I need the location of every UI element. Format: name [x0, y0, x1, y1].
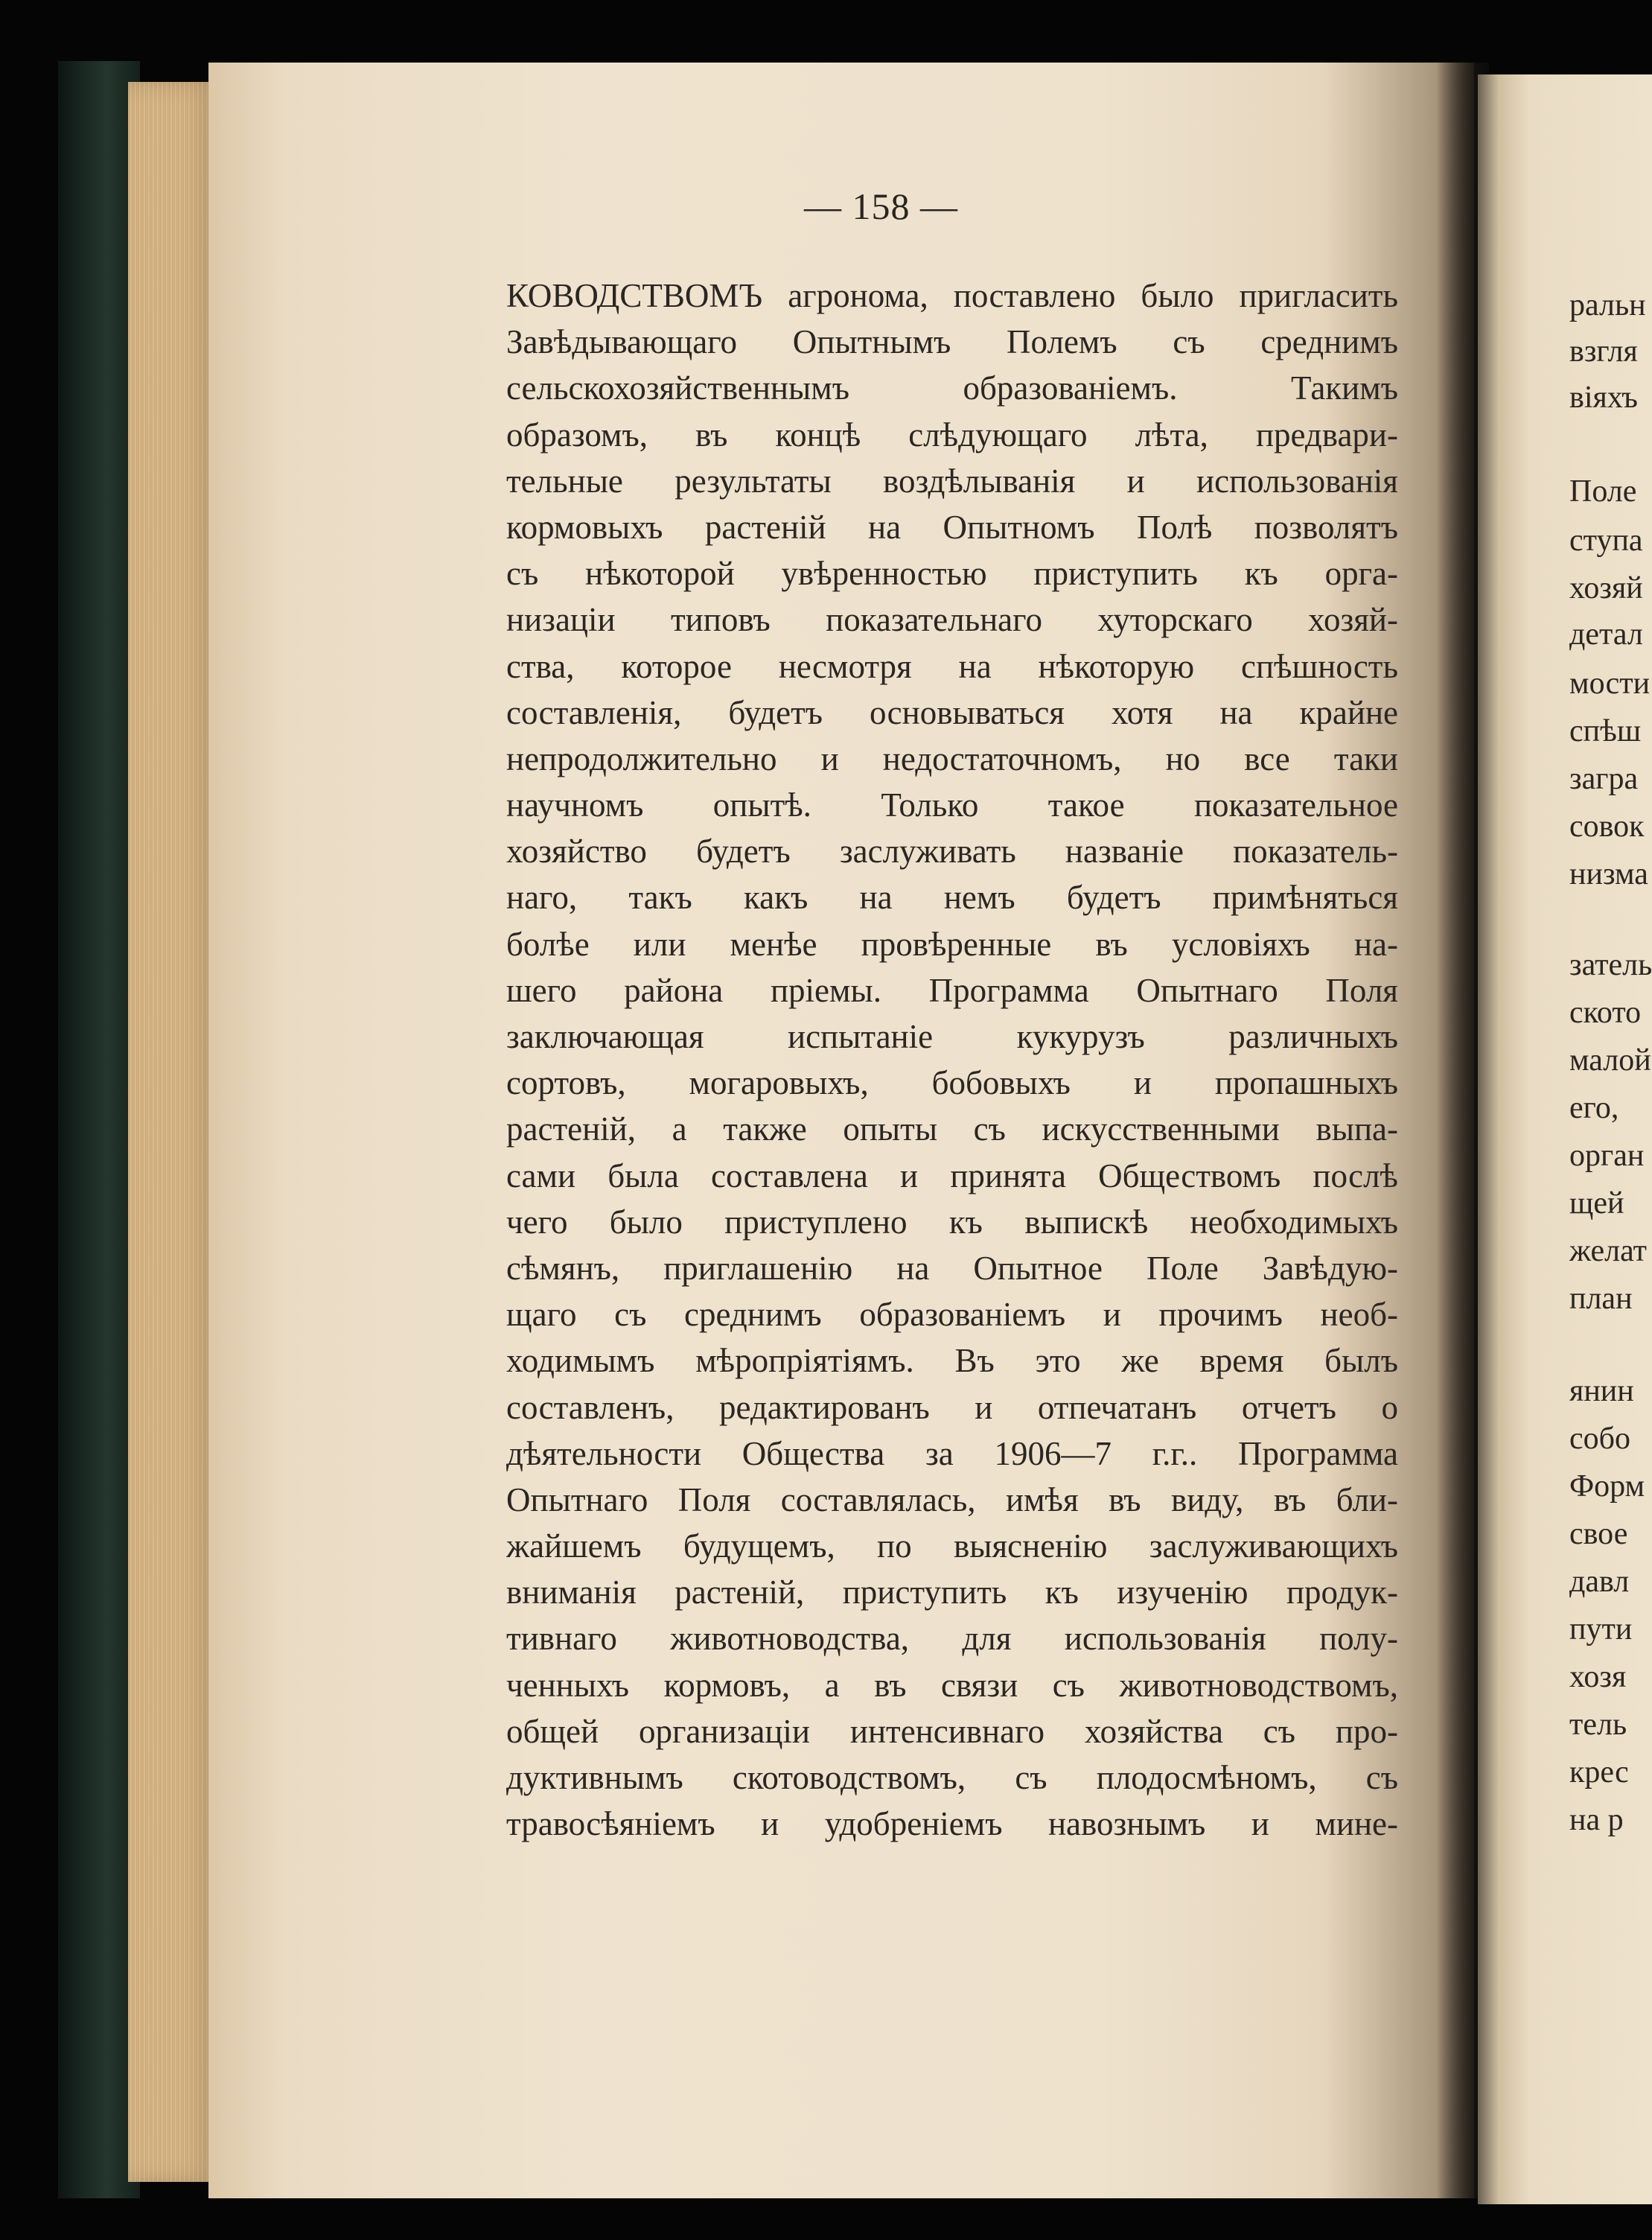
text-line: тивнаго животноводства, для использованія полу-: [506, 1620, 1398, 1658]
text-line: Завѣдывающаго Опытнымъ Полемъ съ среднимъ: [506, 323, 1398, 361]
text-line: жайшемъ будущемъ, по выясненію заслуживающихъ: [506, 1527, 1398, 1565]
facing-page-fragment: собо: [1569, 1422, 1631, 1456]
facing-page-fragment: ското: [1569, 996, 1642, 1030]
text-line: растеній, а также опыты съ искусственными выпа-: [506, 1110, 1398, 1148]
text-line: чего было приступлено къ выпискѣ необходимыхъ: [506, 1203, 1398, 1241]
text-line: дуктивнымъ скотоводствомъ, съ плодосмѣномъ, съ: [506, 1759, 1398, 1796]
text-line: низаціи типовъ показательнаго хуторскаго хозяй-: [506, 601, 1398, 639]
facing-page-fragment: янин: [1569, 1374, 1634, 1408]
text-line: составленъ, редактированъ и отпечатанъ отчетъ о: [506, 1388, 1398, 1426]
facing-page-fragment: его,: [1569, 1091, 1619, 1125]
page-stack-edges: [128, 82, 217, 2182]
text-line: дѣятельности Общества за 1906—7 г.г.. Программа: [506, 1434, 1398, 1472]
facing-page-fragment: віяхъ: [1569, 381, 1638, 415]
text-line: травосѣяніемъ и удобреніемъ навознымъ и мине-: [506, 1805, 1398, 1843]
text-line: болѣе или менѣе провѣренные въ условіяхъ на-: [506, 925, 1398, 963]
facing-page-fragment: детал: [1569, 617, 1643, 652]
facing-page-fragment: ступа: [1569, 524, 1643, 558]
text-line: сѣмянъ, приглашенію на Опытное Поле Завѣдую-: [506, 1249, 1398, 1287]
text-line: ства, которое несмотря на нѣкоторую спѣшность: [506, 647, 1398, 685]
facing-page-fragment: ральн: [1569, 288, 1646, 322]
text-line: общей организаціи интенсивнаго хозяйства съ про-: [506, 1712, 1398, 1750]
text-line: сельскохозяйственнымъ образованіемъ. Такимъ: [506, 369, 1398, 407]
facing-page-fragment: мости: [1569, 666, 1651, 701]
text-line: наго, такъ какъ на немъ будетъ примѣняться: [506, 879, 1398, 917]
facing-page-fragment: спѣш: [1569, 714, 1642, 748]
text-line: Опытнаго Поля составлялась, имѣя въ виду, въ бли-: [506, 1480, 1398, 1518]
facing-page-text: [1569, 273, 1652, 1874]
text-line: образомъ, въ концѣ слѣдующаго лѣта, предвари-: [506, 416, 1398, 454]
text-line: заключающая испытаніе кукурузъ различныхъ: [506, 1018, 1398, 1055]
text-line: ходимымъ мѣропріятіямъ. Въ это же время былъ: [506, 1342, 1398, 1380]
facing-page-fragment: щей: [1569, 1186, 1624, 1221]
text-line: тельные результаты воздѣлыванія и использованія: [506, 462, 1398, 500]
facing-page-fragment: затель: [1569, 948, 1652, 982]
facing-page-fragment: загра: [1569, 762, 1639, 796]
text-line: ченныхъ кормовъ, а въ связи съ животноводствомъ,: [506, 1666, 1398, 1704]
facing-page-fragment: желат: [1569, 1234, 1647, 1268]
facing-page-fragment: план: [1569, 1282, 1633, 1316]
facing-page-fragment: давл: [1569, 1565, 1630, 1599]
page-body-text: [506, 273, 1398, 1847]
facing-page-fragment: хозяй: [1569, 571, 1643, 605]
facing-page-fragment: орган: [1569, 1139, 1645, 1173]
text-line: сортовъ, могаровыхъ, бобовыхъ и пропашныхъ: [506, 1064, 1398, 1102]
facing-page-fragment: на р: [1569, 1803, 1624, 1837]
text-line: КОВОДСТВОМЪ агронома, поставлено было пригласить: [506, 277, 1398, 314]
facing-page-fragment: Поле: [1569, 474, 1637, 509]
facing-page-fragment: Форм: [1569, 1469, 1645, 1504]
facing-page-fragment: совок: [1569, 809, 1645, 844]
text-line: шего района пріемы. Программа Опытнаго Поля: [506, 971, 1398, 1009]
facing-page-fragment: свое: [1569, 1517, 1628, 1551]
text-line: вниманія растеній, приступить къ изученію продук-: [506, 1574, 1398, 1611]
text-line: съ нѣкоторой увѣренностью приступить къ орга-: [506, 555, 1398, 593]
facing-page-fragment: хозя: [1569, 1660, 1627, 1694]
facing-page-fragment: взгля: [1569, 334, 1638, 369]
page-number: — 158 —: [804, 185, 958, 227]
text-line: непродолжительно и недостаточномъ, но все таки: [506, 739, 1398, 777]
text-line: сами была составлена и принята Обществомъ послѣ: [506, 1156, 1398, 1194]
text-line: составленія, будетъ основываться хотя на крайне: [506, 693, 1398, 731]
text-line: кормовыхъ растеній на Опытномъ Полѣ позволятъ: [506, 508, 1398, 546]
text-line: щаго съ среднимъ образованіемъ и прочимъ необ-: [506, 1296, 1398, 1334]
facing-page-fragment: пути: [1569, 1612, 1633, 1646]
facing-page-fragment: малой: [1569, 1043, 1651, 1078]
text-line: хозяйство будетъ заслуживать названіе показатель-: [506, 833, 1398, 871]
text-line: научномъ опытѣ. Только такое показательное: [506, 786, 1398, 824]
facing-page-fragment: тель: [1569, 1708, 1627, 1742]
facing-page-fragment: крес: [1569, 1755, 1629, 1789]
facing-page-fragment: низма: [1569, 857, 1648, 891]
